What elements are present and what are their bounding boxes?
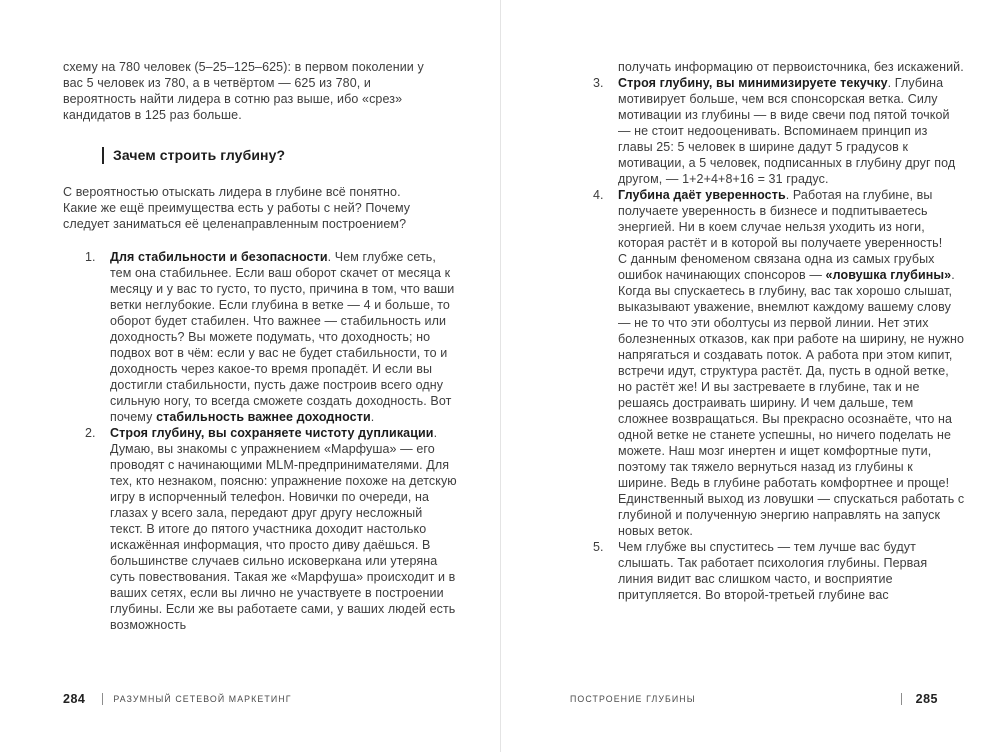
top-paragraph: схему на 780 человек (5–25–125–625): в первом поколении у вас 5 человек из 780, а в четвёртом — 625 из 780, и вероятность найти лидера в сотню раз выше, ибо «срез» кандидатов в 125 раз больше. (63, 60, 424, 122)
footer-left (0, 691, 500, 707)
page-right (501, 0, 1001, 752)
footer-divider (102, 693, 103, 705)
running-title-chapter: ПОСТРОЕНИЕ ГЛУБИНЫ (570, 694, 696, 704)
list-item (593, 539, 973, 603)
list-item-text: Глубина даёт уверенность. Работая на глубине, вы получаете уверенность в бизнесе и подпитываетесь энергией. Ни в коем случае нельзя уходить из ноги, которая растёт и в которой вы получаете уверенность! С данным феноменом связана одна из самых грубых ошибок начинающих спонсоров — «ловушка глубины». Когда вы спускаетесь в глубину, вас так хорошо слышат, выказывают уважение, внемлют каждому вашему слову — не то что эти оболтусы из первой линии. Нет этих болезненных отказов, как при работе на ширину, не нужно напрягаться и создавать поток. А работа при этом кипит, встречи идут, структура растёт. Да, пусть в одной ветке, но растёт же! И вы застреваете в глубине, так и не решаясь достраивать ширину. И чем дальше, тем сложнее возвращаться. Вы прекрасно осознаёте, что на одной ветке не станете успешны, но ничего поделать не можете. Наш мозг инертен и ищет комфортные пути, поэтому так тяжело вернуться назад из глубины к ширине. Ведь в глубине работать комфортнее и проще! Единственный выход из ловушки — спускаться работать с глубиной и полученную энергию направлять на запуск новых веток. (618, 188, 965, 538)
list-item (63, 425, 475, 633)
list-item (593, 75, 973, 187)
page-number: 285 (915, 692, 938, 706)
numbered-list-left (63, 249, 475, 633)
list-item-text: Строя глубину, вы минимизируете текучку. Глубина мотивирует больше, чем вся спонсорская ветка. Силу мотивации из глубины — в виде свечи под пятой точкой — не стоит недооценивать. Вспоминаем принцип из главы 25: 5 человек в ширине дадут 5 градусов к мотивации, а 5 человек, подписанных в глубину друг под другом, — 1+2+4+8+16 = 31 градус. (618, 76, 956, 186)
list-item (63, 249, 475, 425)
section-heading: Зачем строить глубину? (102, 147, 475, 164)
page-number: 284 (63, 692, 86, 706)
running-title-book: РАЗУМНЫЙ СЕТЕВОЙ МАРКЕТИНГ (113, 694, 292, 704)
list-item-number: 1. (85, 250, 96, 264)
list-item (593, 187, 973, 539)
list-item-number: 4. (593, 188, 604, 202)
continuation-paragraph: получать информацию от первоисточника, без искажений. (618, 60, 964, 74)
list-item-text: Чем глубже вы спуститесь — тем лучше вас будут слышать. Так работает психология глубины. Первая линия видит вас слишком часто, и восприятие притупляется. Во второй-третьей глубине вас (618, 540, 928, 602)
page-left (0, 0, 500, 752)
numbered-list-right (593, 75, 973, 603)
lead-paragraph: С вероятностью отыскать лидера в глубине всё понятно. Какие же ещё преимущества есть у работы с ней? Почему следует заниматься её целенаправленным построением? (63, 185, 411, 231)
list-item-number: 3. (593, 76, 604, 90)
list-item-number: 2. (85, 426, 96, 440)
list-item-text: Для стабильности и безопасности. Чем глубже сеть, тем она стабильнее. Если ваш оборот скачет от месяца к месяцу и у вас то густо, то пусто, причина в том, что ваши ветки неглубокие. Если глубина в ветке — 4 и больше, то оборот будет стабилен. Что важнее — стабильность или доходность? Вы можете подумать, что доходность; но подвох вот в чём: если у вас не будет стабильности, то и доходность через какое-то время пропадёт. И если вы достигли стабильности, пусть даже построив всего одну сильную ногу, то всегда сможете создать доходность. Вот почему стабильность важнее доходности. (110, 250, 455, 424)
footer-page-group (901, 691, 938, 707)
list-item-number: 5. (593, 540, 604, 554)
footer-right (501, 691, 1001, 707)
list-item-text: Строя глубину, вы сохраняете чистоту дупликации. Думаю, вы знакомы с упражнением «Марфуша» — его проводят с начинающими MLM-предпринимателями. Для тех, кто незнаком, поясню: упражнение похоже на детскую игру в испорченный телефон. Новички по очереди, на глазах у всего зала, передают друг другу несложный текст. В итоге до пятого участника доходит настолько искажённая информация, что просто диву даёшься. В большинстве случаев сильно исковеркана или утеряна суть повествования. Такая же «Марфуша» происходит и в ваших сетях, если вы лично не участвуете в построении глубины. Если же вы работаете сами, у ваших людей есть возможность (110, 426, 457, 632)
footer-divider (901, 693, 902, 705)
